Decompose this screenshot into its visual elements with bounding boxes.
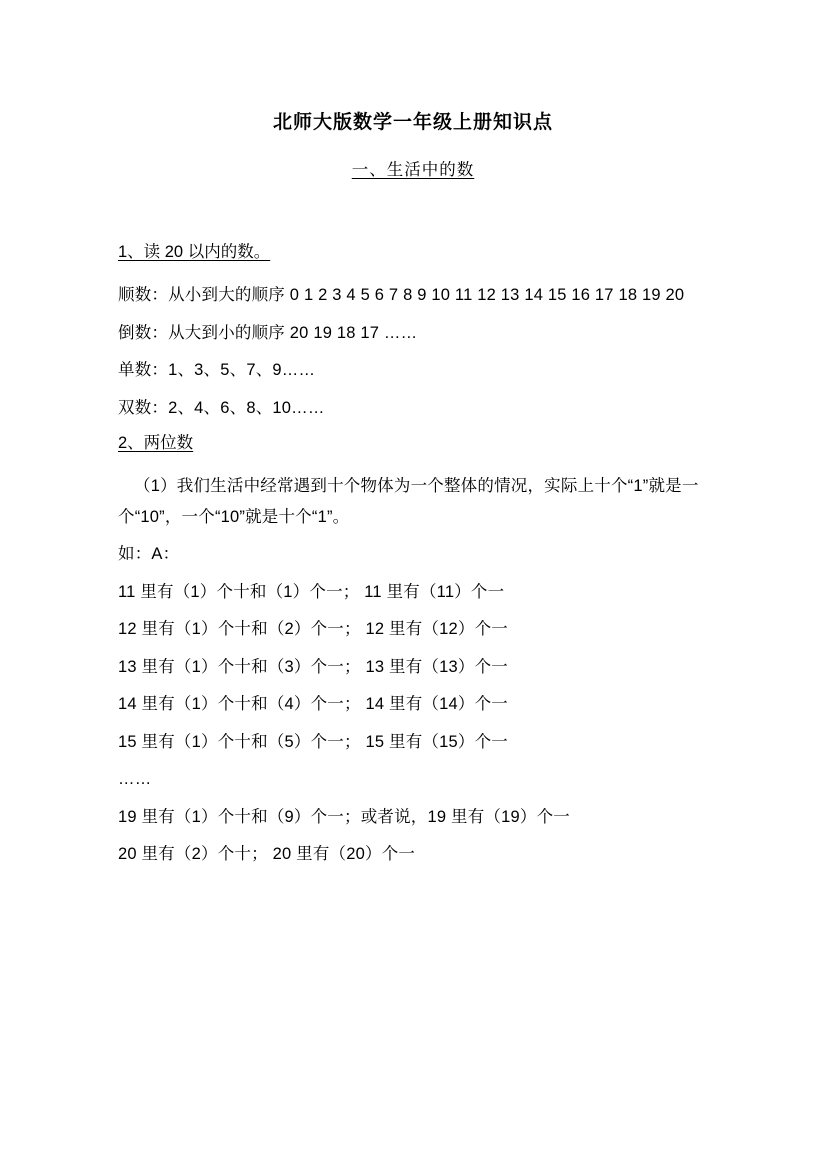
sub-heading-read-numbers-text: 1、读 20 以内的数。: [118, 242, 271, 261]
example-line-13: 13 里有（1）个十和（3）个一； 13 里有（13）个一: [118, 657, 508, 676]
example-line-11: 11 里有（1）个十和（1）个一； 11 里有（11）个一: [118, 582, 505, 601]
example-line-20: 20 里有（2）个十； 20 里有（20）个一: [118, 845, 416, 864]
section-heading-text: 一、生活中的数: [351, 160, 475, 179]
example-label: 如：A：: [118, 545, 180, 564]
body-line-shuangshu: 双数：2、4、6、8、10……: [118, 398, 325, 417]
sub-heading-read-numbers: [118, 240, 708, 265]
body-line-danshu: 单数：1、3、5、7、9……: [118, 361, 316, 380]
paragraph-ten-as-one: （1）我们生活中经常遇到十个物体为一个整体的情况，实际上十个“1”就是一个“10”，一个“10”就是十个“1”。: [118, 477, 699, 526]
body-line-daoshu: 倒数：从大到小的顺序 20 19 18 17 ……: [118, 323, 418, 342]
example-line-15: 15 里有（1）个十和（5）个一； 15 里有（15）个一: [118, 732, 508, 751]
body-line-shunshu: 顺数：从小到大的顺序 0 1 2 3 4 5 6 7 8 9 10 11 12 13 14 15 16 17 18 19 20: [118, 286, 685, 305]
section-heading: [118, 159, 708, 182]
example-line-ellipsis: ……: [118, 770, 152, 789]
sub-heading-two-digit: [118, 431, 708, 456]
page-title: 北师大版数学一年级上册知识点: [272, 112, 553, 133]
example-line-14: 14 里有（1）个十和（4）个一； 14 里有（14）个一: [118, 695, 508, 714]
sub-heading-two-digit-text: 2、两位数: [118, 433, 194, 452]
example-line-12: 12 里有（1）个十和（2）个一； 12 里有（12）个一: [118, 620, 508, 639]
example-line-19: 19 里有（1）个十和（9）个一；或者说，19 里有（19）个一: [118, 807, 570, 826]
